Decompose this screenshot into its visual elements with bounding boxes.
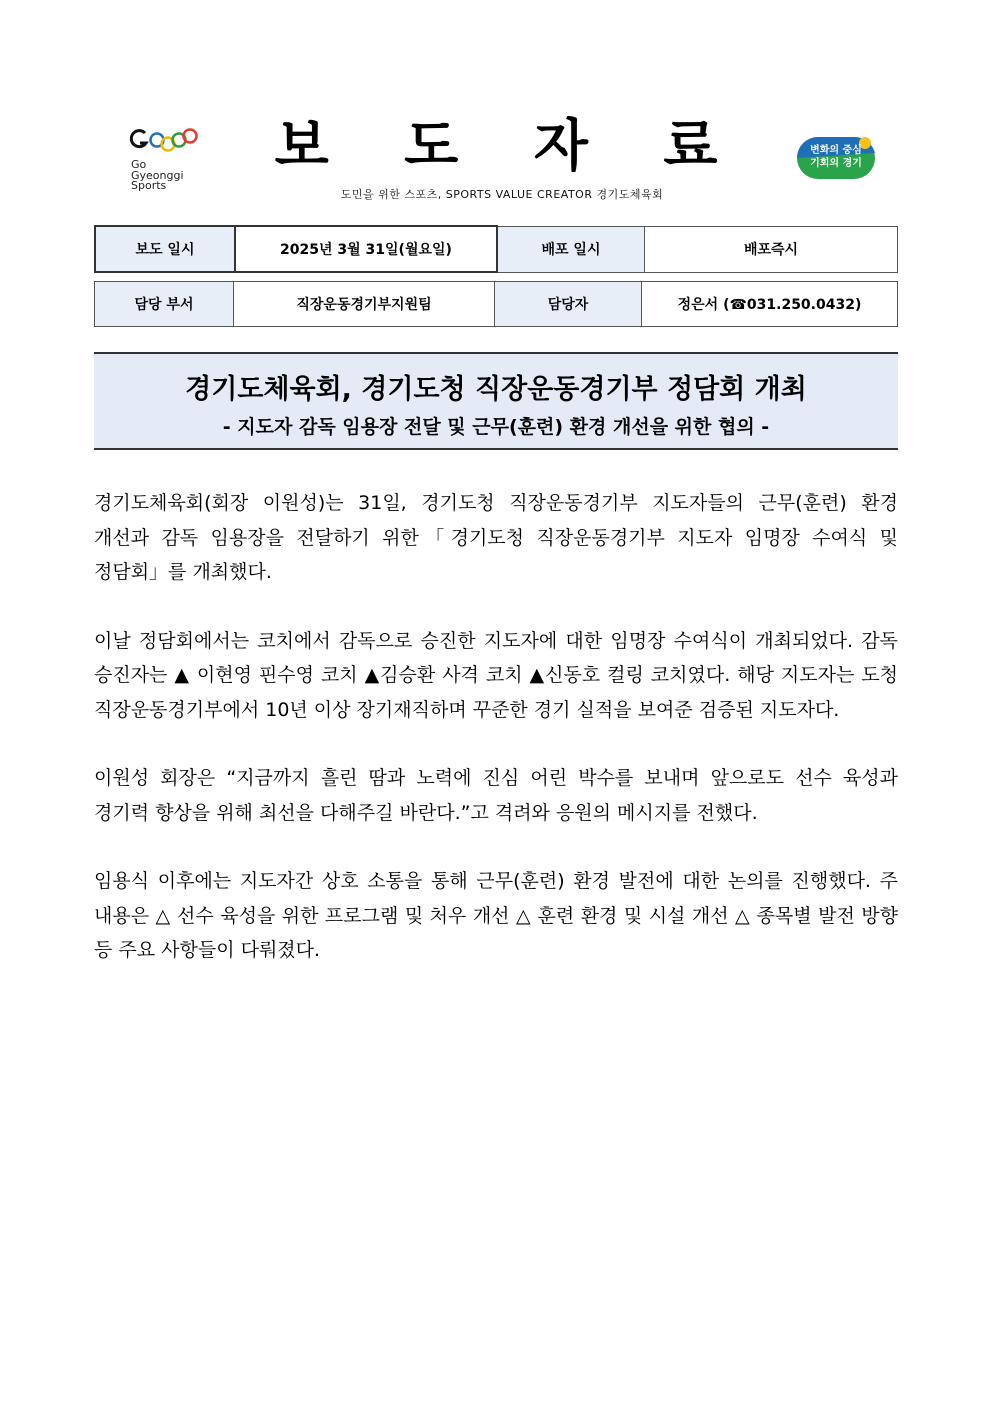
contact-value: 정은서 (☎031.250.0432) bbox=[642, 282, 898, 327]
logo-word-sports: Sports bbox=[131, 179, 167, 192]
paragraph: 이날 정담회에서는 코치에서 감독으로 승진한 지도자에 대한 임명장 수여식이 개최되었다. 감독 승진자는 ▲ 이현영 핀수영 코치 ▲김승환 사격 코치 ▲신동호 컬링 코치였다. 해당 지도자는 도청 직장운동경기부에서 10년 이상 장기재직하며 꾸준한 경기 실적을 보여준 검증된 지도자다. bbox=[94, 629, 898, 721]
distribution-value: 배포즉시 bbox=[645, 226, 898, 272]
slogan-line-2: 기회의 경기 bbox=[810, 158, 862, 169]
headline-title: 경기도체육회, 경기도청 직장운동경기부 정담회 개최 bbox=[185, 374, 807, 405]
contact-label: 담당자 bbox=[495, 282, 642, 327]
logo-word-go: Go bbox=[131, 158, 147, 171]
release-info-table bbox=[94, 225, 898, 273]
department-label: 담당 부서 bbox=[95, 282, 234, 327]
headline-box bbox=[94, 352, 898, 450]
slogan-line-1: 변화의 중심 bbox=[810, 145, 862, 156]
headline-subtitle: - 지도자 감독 임용장 전달 및 근무(훈련) 환경 개선을 위한 협의 - bbox=[222, 416, 770, 438]
paragraph: 이원성 회장은 “지금까지 흘린 땀과 노력에 진심 어린 박수를 보내며 앞으로도 선수 육성과 경기력 향상을 위해 최선을 다해주길 바란다.”고 격려와 응원의 메시지를 전했다. bbox=[94, 767, 898, 824]
gyeonggi-slogan-logo bbox=[795, 133, 877, 183]
distribution-label: 배포 일시 bbox=[497, 226, 645, 272]
tagline: 도민을 위한 스포츠, SPORTS VALUE CREATOR 경기도체육회 bbox=[340, 188, 664, 201]
page-title: 보 도 자 료 bbox=[274, 114, 746, 179]
paragraph: 임용식 이후에는 지도자간 상호 소통을 통해 근무(훈련) 환경 발전에 대한 논의를 진행했다. 주 내용은 △ 선수 육성을 위한 프로그램 및 처우 개선 △ 훈련 환경 및 시설 개선 △ 종목별 발전 방향 등 주요 사항들이 다뤄졌다. bbox=[94, 870, 898, 961]
logo-word-gyeonggi: Gyeonggi bbox=[131, 168, 184, 182]
article-body bbox=[94, 486, 898, 1002]
release-date-label: 보도 일시 bbox=[95, 226, 235, 272]
paragraph: 경기도체육회(회장 이원성)는 31일, 경기도청 직장운동경기부 지도자들의 근무(훈련) 환경 개선과 감독 임용장을 전달하기 위한「경기도청 직장운동경기부 지도자 임명장 수여식 및 정담회」를 개최했다. bbox=[94, 492, 898, 583]
department-value: 직장운동경기부지원팀 bbox=[234, 282, 495, 327]
contact-info-table bbox=[94, 281, 898, 327]
release-date-value: 2025년 3월 31일(월요일) bbox=[235, 226, 497, 272]
